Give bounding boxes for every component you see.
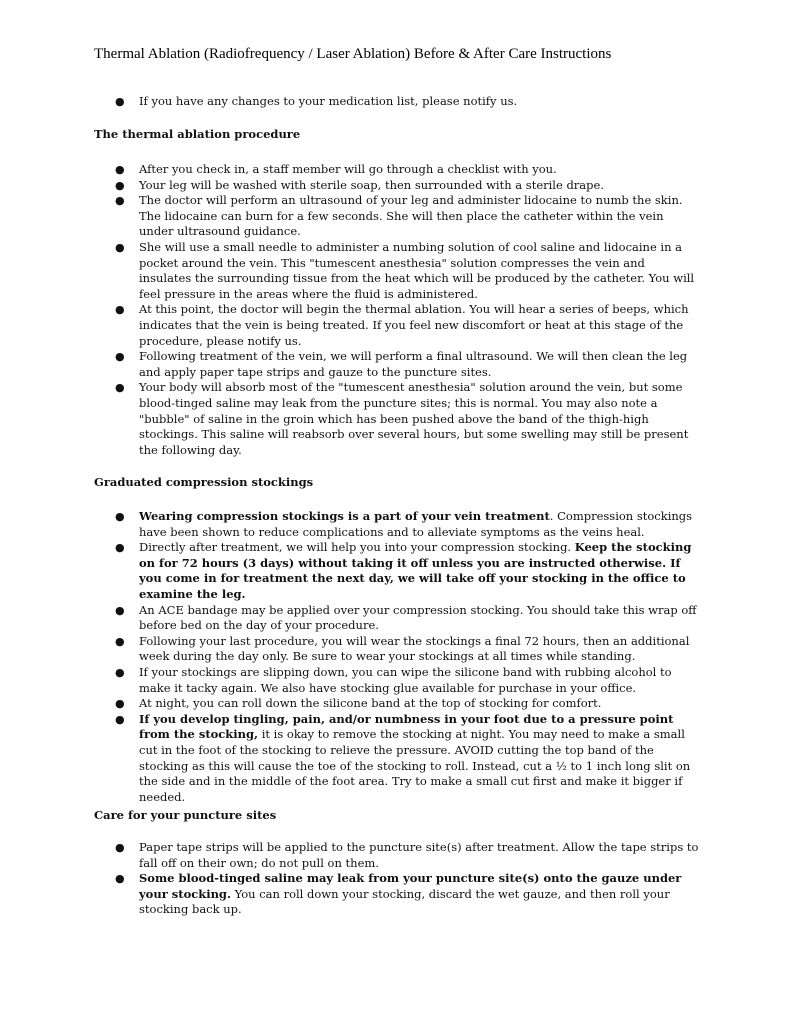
list-item: ● After you check in, a staff member will go through a checklist with you.: [115, 162, 557, 176]
puncture-list: [0, 840, 791, 918]
list-item: ● If you develop tingling, pain, and/or numbness in your foot due to a pressure point from the stocking, it is okay to remove the stocking at night. You may need to make a small cut in the foot of the stocking to relieve the pressure. AVOID cutting the top band of the stocking as this will cause the toe of the stocking to roll. Instead, cut a ½ to 1 inch long slit on the side and in the middle of the foot area. Try to make a small cut first and make it bigger if needed.: [115, 711, 691, 804]
list-item: ● Some blood-tinged saline may leak from your puncture site(s) onto the gauze under your stocking. You can roll down your stocking, discard the wet gauze, and then roll your stocking back up.: [115, 871, 682, 917]
bullet-icon: ●: [115, 350, 125, 364]
procedure-list: [0, 162, 791, 458]
list-item: ● At night, you can roll down the silicone band at the top of stocking for comfort.: [115, 696, 602, 711]
list-item: ● If you have any changes to your medication list, please notify us.: [115, 94, 518, 108]
bullet-icon: ●: [115, 178, 125, 192]
list-item: ● At this point, the doctor will begin the thermal ablation. You will hear a series of beeps, which indicates that the vein is being treated. If you feel new discomfort or heat at this stage of the procedure, please notify us.: [115, 302, 689, 348]
bullet-icon: ●: [115, 95, 125, 108]
bullet-icon: ●: [115, 240, 125, 254]
document-title: Thermal Ablation (Radiofrequency / Laser Ablation) Before & After Care Instructions: [94, 46, 612, 62]
section-heading-stockings: Graduated compression stockings: [94, 475, 314, 489]
list-item: ● Wearing compression stockings is a part of your vein treatment. Compression stockings have been shown to reduce complications and to alleviate symptoms as the veins heal.: [115, 509, 693, 539]
list-item: ● Paper tape strips will be applied to the puncture site(s) after treatment. Allow the tape strips to fall off on their own; do not pull on them.: [115, 840, 699, 870]
bullet-icon: ●: [115, 163, 125, 176]
bullet-icon: ●: [115, 381, 125, 395]
list-item: ● The doctor will perform an ultrasound of your leg and administer lidocaine to numb the skin. The lidocaine can burn for a few seconds. She will then place the catheter within the vein under ultrasound guidance.: [115, 193, 683, 239]
list-item: ● She will use a small needle to administer a numbing solution of cool saline and lidocaine in a pocket around the vein. This "tumescent anesthesia" solution compresses the vein and insulates the surrounding tissue from the heat which will be produced by the catheter. You will feel pressure in the areas where the fluid is administered.: [115, 239, 695, 301]
intro-list: [0, 94, 791, 110]
list-item: ● If your stockings are slipping down, you can wipe the silicone band with rubbing alcohol to make it tacky again. We also have stocking glue available for purchase in your office.: [115, 664, 672, 695]
list-item: ● An ACE bandage may be applied over your compression stocking. You should take this wrap off before bed on the day of your procedure.: [115, 602, 697, 633]
bullet-icon: ●: [115, 603, 125, 617]
stockings-list: [0, 509, 791, 805]
section-heading-procedure: The thermal ablation procedure: [94, 127, 301, 141]
bullet-icon: ●: [115, 697, 125, 711]
list-item: ● Your body will absorb most of the "tumescent anesthesia" solution around the vein, but some blood-tinged saline may leak from the puncture sites; this is normal. You may also note a "bubble" of saline in the groin which has been pushed above the band of the thigh-high stockings. This saline will reabsorb over several hours, but some swelling may still be present the following day.: [115, 380, 689, 457]
bullet-icon: ●: [115, 872, 125, 886]
bullet-icon: ●: [115, 665, 125, 679]
bullet-icon: ●: [115, 634, 125, 648]
bullet-icon: ●: [115, 194, 125, 208]
bullet-icon: ●: [115, 510, 125, 523]
list-item: ● Following treatment of the vein, we will perform a final ultrasound. We will then clean the leg and apply paper tape strips and gauze to the puncture sites.: [115, 349, 688, 379]
bullet-icon: ●: [115, 303, 125, 317]
bullet-icon: ●: [115, 541, 125, 555]
list-item: ● Your leg will be washed with sterile soap, then surrounded with a sterile drape.: [115, 177, 604, 192]
bullet-icon: ●: [115, 712, 125, 726]
list-item: ● Following your last procedure, you will wear the stockings a final 72 hours, then an additional week during the day only. Be sure to wear your stockings at all times while standing.: [115, 633, 690, 664]
section-heading-puncture-sites: Care for your puncture sites: [94, 808, 277, 822]
list-item: ● Directly after treatment, we will help you into your compression stocking. Keep the stocking on for 72 hours (3 days) without taking it off unless you are instructed otherwise. If you come in for treatment the next day, we will take off your stocking in the office to examine the leg.: [115, 540, 692, 601]
bullet-icon: ●: [115, 841, 125, 854]
